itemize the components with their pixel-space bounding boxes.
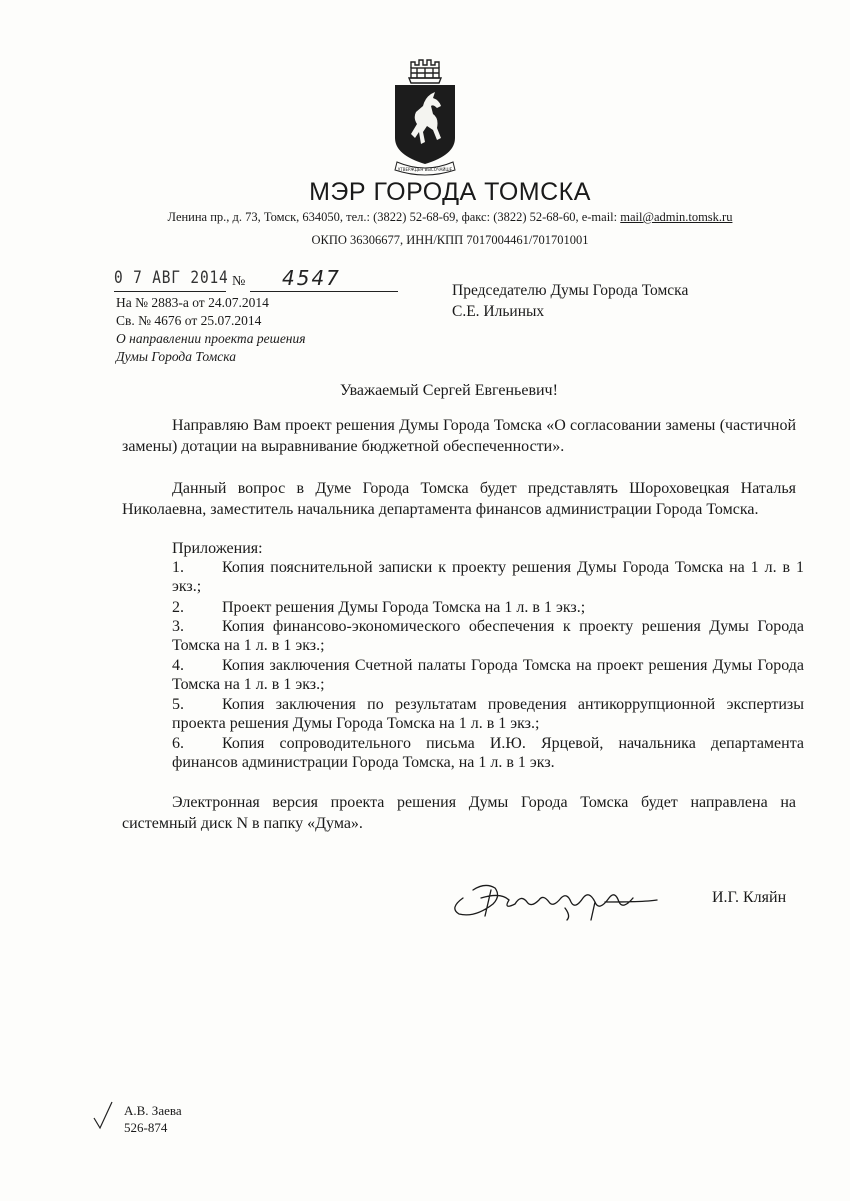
executor-name: А.В. Заева <box>124 1103 182 1118</box>
attachment-text: Проект решения Думы Города Томска на 1 л. в 1 экз.; <box>222 599 586 616</box>
attachment-text: Копия финансово-экономического обеспечения к проекту решения Думы Города Томска на 1 л. в 1 экз.; <box>172 618 804 654</box>
city-coat-of-arms <box>0 58 850 183</box>
organization-address <box>0 210 850 225</box>
attachment-number: 3. <box>172 618 184 635</box>
attachment-number: 2. <box>172 599 184 616</box>
email-link[interactable]: mail@admin.tomsk.ru <box>620 210 733 224</box>
checkmark-icon <box>92 1100 114 1135</box>
executor-phone: 526-874 <box>124 1120 168 1135</box>
attachment-item <box>172 598 804 617</box>
reference-line-2: Св. № 4676 от 25.07.2014 <box>116 313 262 328</box>
date-underline <box>114 291 226 292</box>
reference-line-1: На № 2883-а от 24.07.2014 <box>116 295 269 310</box>
address-text: Ленина пр., д. 73, Томск, 634050, тел.: (3822) 52-68-69, факс: (3822) 52-68-60, e-mail: <box>167 210 621 224</box>
attachment-text: Копия сопроводительного письма И.Ю. Ярцевой, начальника департамента финансов администрации Города Томска, на 1 л. в 1 экз. <box>172 735 804 771</box>
attachment-text: Копия заключения Счетной палаты Города Томска на проект решения Думы Города Томска на 1 л. в 1 экз.; <box>172 657 804 693</box>
greeting: Уважаемый Сергей Евгеньевич! <box>340 382 558 399</box>
signer-name: И.Г. Кляйн <box>712 889 787 906</box>
handwritten-signature <box>445 868 660 928</box>
body-paragraph-2: Данный вопрос в Думе Города Томска будет представлять Шороховецкая Наталья Николаевна, заместитель начальника департамента финансов администрации Города Томска. <box>122 480 796 518</box>
attachment-item <box>172 558 804 596</box>
number-underline <box>250 291 398 292</box>
attachment-number: 5. <box>172 696 184 713</box>
attachment-item <box>172 617 804 655</box>
registration-number: 4547 <box>282 266 341 290</box>
attachment-number: 6. <box>172 735 184 752</box>
attachment-item <box>172 695 804 733</box>
attachment-number: 4. <box>172 657 184 674</box>
signature-icon <box>445 868 660 923</box>
date-stamp: 0 7 АВГ 2014 <box>114 268 229 288</box>
attachments-heading: Приложения: <box>172 540 263 557</box>
organization-codes: ОКПО 36306677, ИНН/КПП 7017004461/701701001 <box>311 233 589 247</box>
addressee-position: Председателю Думы Города Томска <box>452 282 689 299</box>
svg-text:УТВЕРЖДЕН ВЫСОЧАЙШЕ: УТВЕРЖДЕН ВЫСОЧАЙШЕ <box>397 167 453 172</box>
coat-of-arms-icon <box>383 58 467 178</box>
addressee-name: С.Е. Ильиных <box>452 303 545 320</box>
attachment-item <box>172 656 804 694</box>
body-paragraph-3: Электронная версия проекта решения Думы Города Томска будет направлена на системный диск N в папку «Дума». <box>122 794 796 832</box>
attachment-text: Копия пояснительной записки к проекту решения Думы Города Томска на 1 л. в 1 экз.; <box>172 559 804 595</box>
organization-title: МЭР ГОРОДА ТОМСКА <box>309 178 591 206</box>
attachment-item <box>172 734 804 772</box>
letter-subject: О направлении проекта решения Думы Города Томска <box>116 331 306 364</box>
body-paragraph-1: Направляю Вам проект решения Думы Города Томска «О согласовании замены (частичной замены) дотации на выравнивание бюджетной обеспеченности». <box>122 417 796 455</box>
attachment-number: 1. <box>172 559 184 576</box>
attachment-text: Копия заключения по результатам проведения антикоррупционной экспертизы проекта решения Думы Города Томска на 1 л. в 1 экз.; <box>172 696 804 732</box>
number-sign: № <box>232 274 246 289</box>
